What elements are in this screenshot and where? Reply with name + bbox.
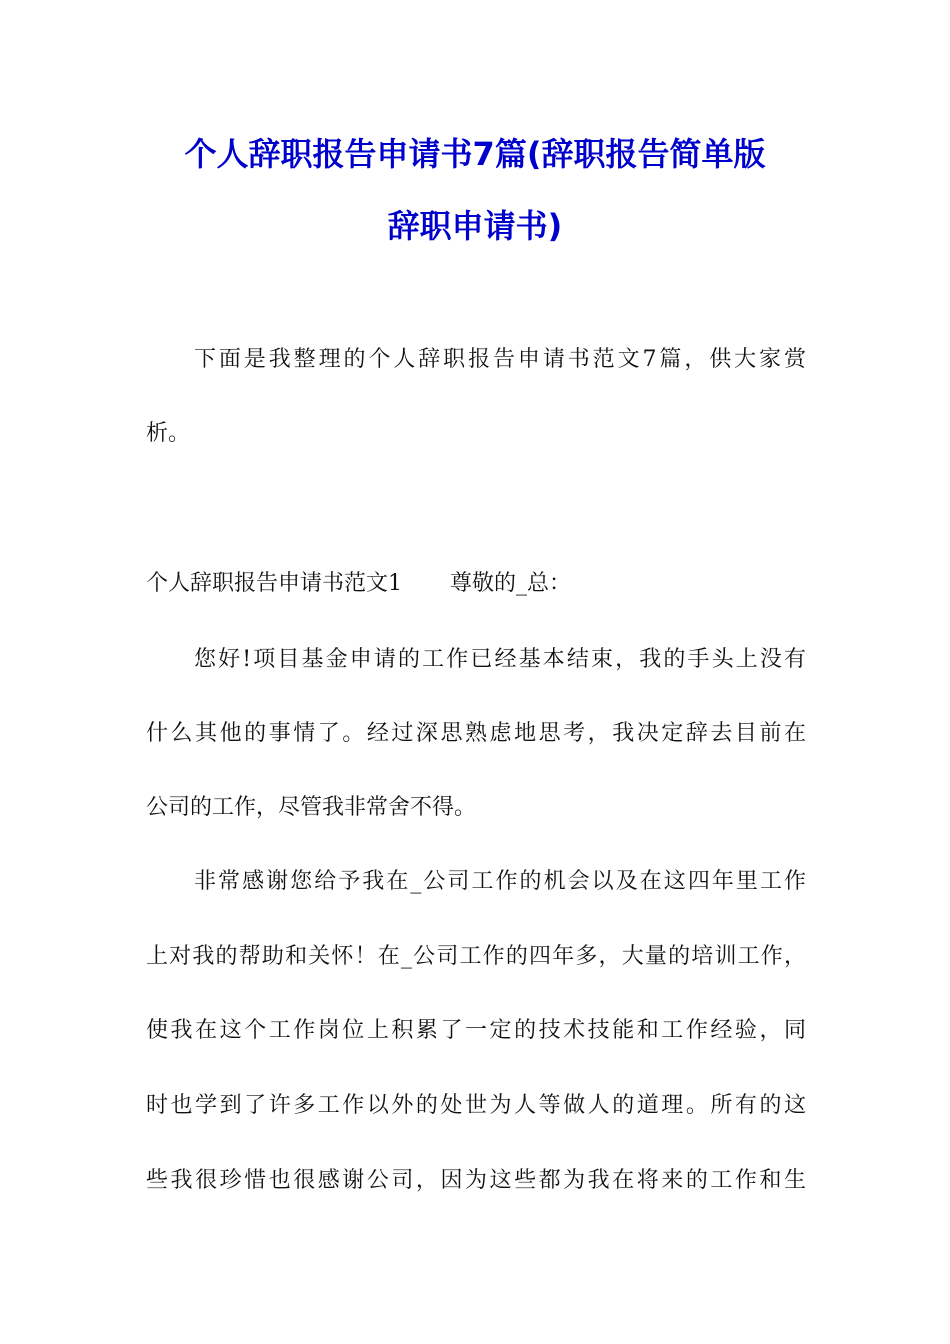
paragraph-2-line-5: 些我很珍惜也很感谢公司，因为这些都为我在将来的工作和生 xyxy=(146,1168,806,1193)
paragraph-2-line-2: 上对我的帮助和关怀！在_公司工作的四年多，大量的培训工作， xyxy=(146,944,806,969)
document-title-line-1: 个人辞职报告申请书7篇(辞职报告简单版 xyxy=(184,135,766,173)
section-heading: 个人辞职报告申请书范文1 xyxy=(146,571,402,596)
intro-line-2: 析。 xyxy=(146,421,191,446)
paragraph-2-line-3: 使我在这个工作岗位上积累了一定的技术技能和工作经验，同 xyxy=(146,1018,806,1043)
document-title-line-2: 辞职申请书) xyxy=(387,207,563,245)
paragraph-2-line-1: 非常感谢您给予我在_公司工作的机会以及在这四年里工作 xyxy=(194,869,806,894)
section-heading-row xyxy=(146,569,571,599)
salutation: 尊敬的_总： xyxy=(450,571,572,596)
paragraph-1-line-2: 什么其他的事情了。经过深思熟虑地思考，我决定辞去目前在 xyxy=(146,721,806,746)
intro-line-1: 下面是我整理的个人辞职报告申请书范文7篇，供大家赏 xyxy=(194,347,806,372)
paragraph-1-line-1: 您好!项目基金申请的工作已经基本结束，我的手头上没有 xyxy=(194,647,806,672)
paragraph-1-line-3: 公司的工作，尽管我非常舍不得。 xyxy=(146,795,477,820)
paragraph-2-line-4: 时也学到了许多工作以外的处世为人等做人的道理。所有的这 xyxy=(146,1093,806,1118)
